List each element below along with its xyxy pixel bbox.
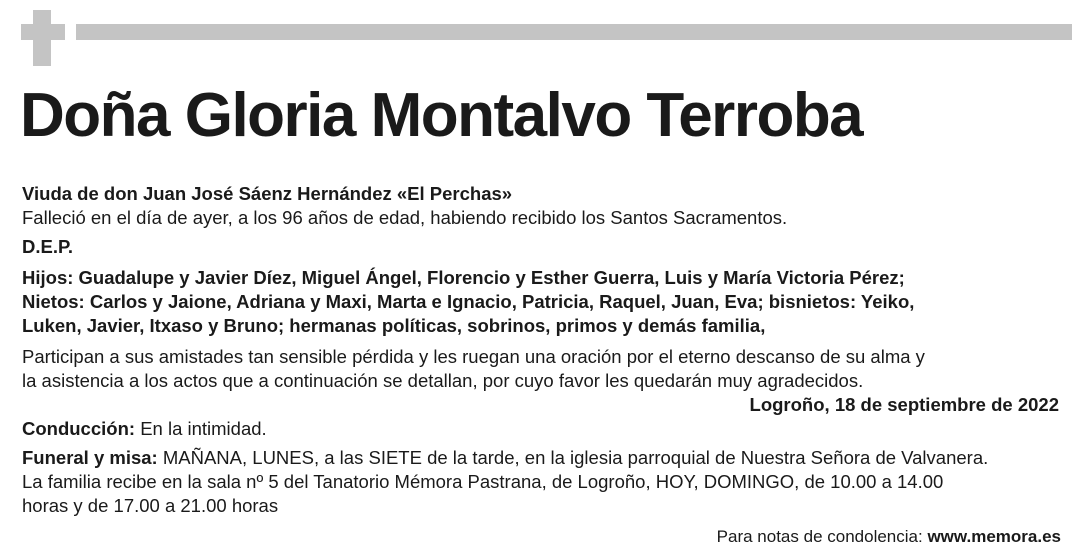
widow-line: Viuda de don Juan José Sáenz Hernández «El Perchas»	[22, 183, 513, 204]
condolence-link[interactable]: www.memora.es	[927, 527, 1061, 546]
participation-line: la asistencia a los actos que a continuación se detallan, por cuyo favor les quedarán muy agradecidos.	[22, 370, 864, 391]
deceased-name-title: Doña Gloria Montalvo Terroba	[20, 81, 863, 150]
funeral-label: Funeral y misa:	[22, 447, 158, 468]
funeral-line	[22, 446, 1067, 470]
reception-line: La familia recibe en la sala nº 5 del Tanatorio Mémora Pastrana, de Logroño, HOY, DOMINGO, de 10.00 a 14.00	[22, 471, 944, 492]
conduccion-label: Conducción:	[22, 418, 136, 439]
participation-line: Participan a sus amistades tan sensible pérdida y les ruegan una oración por el eterno descanso de su alma y	[22, 346, 925, 367]
condolence-footer	[717, 526, 1061, 548]
family-list	[22, 266, 1067, 338]
cross-horizontal-bar	[21, 24, 65, 40]
place-date: Logroño, 18 de septiembre de 2022	[749, 394, 1059, 415]
family-line: Hijos: Guadalupe y Javier Díez, Miguel Ángel, Florencio y Esther Guerra, Luis y María Victoria Pérez;	[22, 267, 905, 288]
conduccion-text: En la intimidad.	[140, 418, 267, 439]
family-line: Luken, Javier, Itxaso y Bruno; hermanas políticas, sobrinos, primos y demás familia,	[22, 315, 766, 336]
conduccion-line	[22, 417, 1067, 441]
funeral-text: MAÑANA, LUNES, a las SIETE de la tarde, en la iglesia parroquial de Nuestra Señora de Valvanera.	[162, 447, 989, 468]
condolence-label: Para notas de condolencia:	[716, 527, 923, 546]
header-rule	[76, 24, 1072, 40]
participation-text	[22, 345, 1067, 393]
obituary-body	[22, 182, 1067, 518]
reception-text	[22, 470, 1067, 518]
family-line: Nietos: Carlos y Jaione, Adriana y Maxi, Marta e Ignacio, Patricia, Raquel, Juan, Eva; bisnietos: Yeiko,	[22, 291, 915, 312]
death-line: Falleció en el día de ayer, a los 96 años de edad, habiendo recibido los Santos Sacramentos.	[22, 207, 788, 228]
dep-line: D.E.P.	[22, 236, 74, 257]
reception-line: horas y de 17.00 a 21.00 horas	[22, 495, 279, 516]
